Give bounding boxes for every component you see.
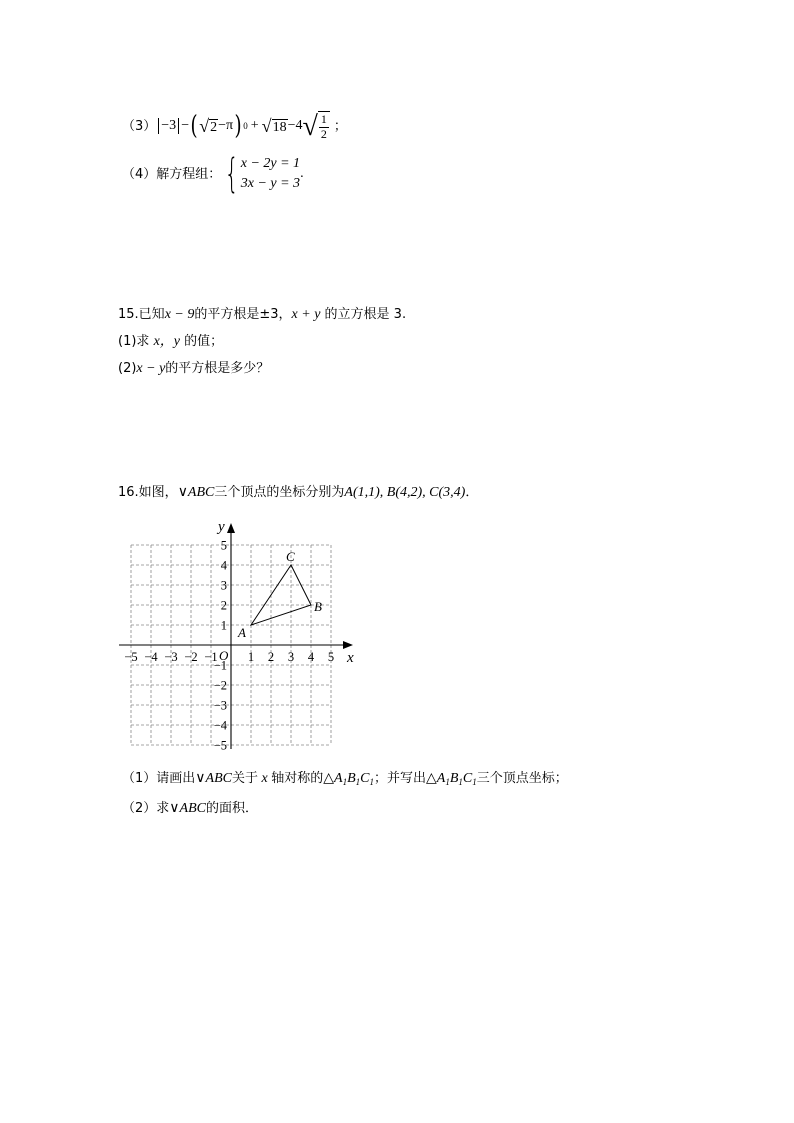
q16-prefix: 16.如图， bbox=[118, 485, 178, 500]
sqrt-18: √ 18 bbox=[261, 116, 287, 136]
q15-prefix: 15.已知 bbox=[118, 307, 165, 322]
y-tick-label: −5 bbox=[213, 738, 227, 752]
equation-2: 3x − y = 3 bbox=[240, 176, 301, 191]
x-tick-label: 5 bbox=[327, 650, 335, 664]
q16-part2-a: （2）求 bbox=[122, 801, 170, 816]
q16-part2-triangle: ∨ABC bbox=[169, 801, 206, 816]
question-16-part-1 bbox=[122, 772, 568, 787]
question-15-part-2 bbox=[118, 362, 269, 376]
q16-part1-d: ；并写出 bbox=[373, 771, 426, 786]
q16-part1-c: 轴对称的 bbox=[271, 771, 324, 786]
y-axis-label: y bbox=[218, 519, 225, 535]
x-tick-label: −5 bbox=[124, 650, 138, 664]
right-paren: ) bbox=[234, 111, 242, 141]
coordinate-grid-figure bbox=[110, 512, 370, 752]
question-15-stem bbox=[118, 308, 406, 322]
left-paren: ( bbox=[190, 111, 198, 141]
problem-3 bbox=[122, 108, 347, 144]
y-tick-label: 2 bbox=[220, 598, 227, 613]
q15-expr1: x − 9 bbox=[164, 307, 195, 322]
question-15-part-1 bbox=[118, 335, 223, 349]
y-tick-label: −3 bbox=[213, 698, 227, 713]
question-16-stem bbox=[118, 486, 478, 500]
x-tick-label: −4 bbox=[144, 650, 158, 664]
plus-sign: + bbox=[250, 118, 259, 133]
q16-end: ． bbox=[465, 485, 479, 500]
x-tick-label: 1 bbox=[247, 650, 255, 664]
point-label-c: C bbox=[286, 549, 295, 564]
q16-part1-triangle3: $\triangle A_1B_1C_1$ bbox=[425, 771, 477, 787]
equation-system bbox=[241, 157, 300, 191]
y-axis-arrow bbox=[227, 523, 235, 533]
q16-triangle: ∨ABC bbox=[177, 485, 215, 500]
q15-part2-label: (2) bbox=[118, 361, 137, 376]
y-tick-label: −1 bbox=[213, 658, 227, 673]
q16-mid: 三个顶点的坐标分别为 bbox=[214, 485, 345, 500]
q16-part1-e: 三个顶点坐标； bbox=[476, 771, 568, 786]
minus-four: −4 bbox=[287, 118, 303, 133]
absolute-value: −3 bbox=[158, 118, 179, 134]
x-tick-label: −1 bbox=[204, 650, 218, 664]
point-label-b: B bbox=[314, 599, 322, 614]
q15-part2-expr: x − y bbox=[136, 361, 166, 376]
x-tick-label: 3 bbox=[287, 650, 295, 664]
y-tick-label: 5 bbox=[220, 538, 227, 553]
x-tick-label: −3 bbox=[164, 650, 178, 664]
problem-4-label: （4）解方程组： bbox=[122, 166, 222, 182]
q16-part1-b: 关于 bbox=[231, 771, 258, 786]
y-tick-label: 1 bbox=[220, 618, 227, 633]
x-tick-label: −2 bbox=[184, 650, 198, 664]
q15-part2-tail: 的平方根是多少？ bbox=[165, 361, 270, 376]
minus-pi: −π bbox=[218, 118, 234, 133]
q15-expr2: x + y bbox=[291, 307, 321, 322]
y-tick-label: 3 bbox=[220, 578, 227, 593]
problem-3-label: （3） bbox=[122, 118, 157, 134]
problem-4 bbox=[122, 152, 304, 196]
x-tick-label: 4 bbox=[307, 650, 315, 664]
question-16-part-2 bbox=[122, 802, 258, 816]
problem-4-end: . bbox=[300, 166, 304, 181]
y-tick-label: −4 bbox=[213, 718, 227, 733]
q16-part1-x: x bbox=[258, 771, 272, 786]
x-axis-arrow bbox=[343, 641, 353, 649]
sqrt-half: √ $\frac{1}{2}$ bbox=[302, 111, 329, 140]
x-tick-label: 2 bbox=[267, 650, 275, 664]
q15-part1-label: (1)求 bbox=[118, 334, 154, 349]
q15-part1-tail: 的值； bbox=[180, 334, 224, 349]
equation-1: x − 2y = 1 bbox=[240, 156, 301, 171]
triangle-abc bbox=[251, 565, 311, 625]
q16-part1-triangle: ∨ABC bbox=[195, 771, 232, 786]
left-brace: { bbox=[225, 151, 240, 197]
q16-part1-a: （1）请画出 bbox=[122, 771, 196, 786]
q16-coords: A(1,1), B(4,2), C(3,4) bbox=[344, 485, 466, 500]
q15-mid2: 的立方根是 3. bbox=[320, 307, 407, 322]
q15-mid1: 的平方根是±3， bbox=[194, 307, 292, 322]
sqrt-2: √ 2 bbox=[199, 116, 218, 136]
q15-part1-vars: x，y bbox=[153, 334, 180, 349]
y-tick-label: 4 bbox=[220, 558, 227, 573]
x-axis-label: x bbox=[347, 650, 354, 666]
point-label-a: A bbox=[238, 625, 246, 640]
q16-part1-triangle2: $\triangle A_1B_1C_1$ bbox=[323, 771, 374, 787]
y-tick-label: −2 bbox=[213, 678, 227, 693]
origin-label: O bbox=[219, 648, 229, 663]
minus-sign: − bbox=[181, 118, 190, 133]
q16-part2-b: 的面积． bbox=[205, 801, 258, 816]
problem-3-end: ； bbox=[333, 118, 347, 134]
exponent-zero: 0 bbox=[243, 120, 248, 131]
